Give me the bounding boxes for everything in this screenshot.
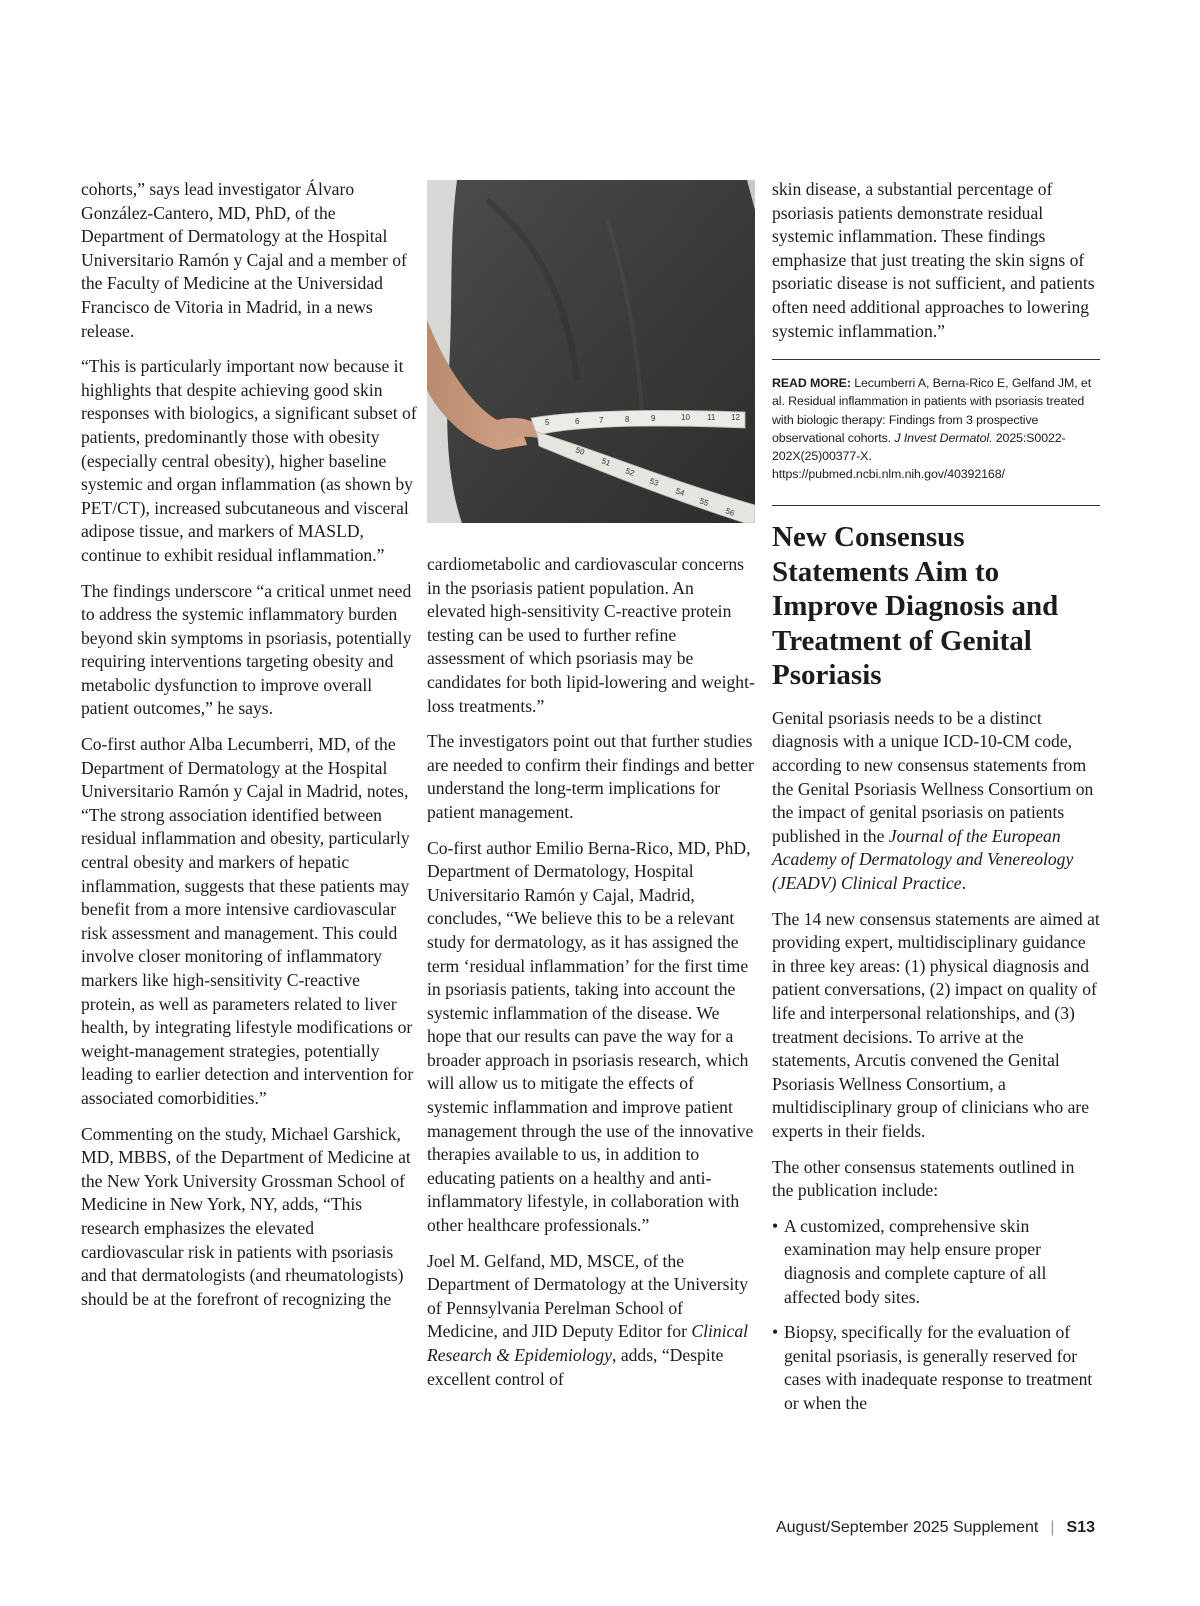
tape-number: 50 (574, 445, 586, 457)
tape-number: 9 (651, 414, 656, 423)
paragraph: The investigators point out that further studies are needed to confirm their findings and better understand the long-term implications for patient management. (427, 731, 754, 822)
citation-link[interactable]: 2025:S0022-202X(25)00377-X. https://pubmed.ncbi.nlm.nih.gov/40392168/ (772, 430, 1066, 482)
list-item: • Biopsy, specifically for the evaluation of genital psoriasis, is generally reserved for cases with inadequate response to treatment or when the (772, 1321, 1100, 1415)
read-more-label: READ MORE: (772, 376, 851, 391)
citation-journal: J Invest Dermatol. (894, 430, 993, 445)
tape-number: 54 (674, 486, 686, 498)
tape-number: 10 (681, 413, 690, 422)
paragraph: skin disease, a substantial percentage of psoriasis patients demonstrate residual systemic inflammation. These findings emphasize that just treating the skin signs of psoriatic disease is not sufficient, and patients often need additional approaches to lowering systemic inflammation.” (772, 179, 1095, 341)
tape-number: 51 (600, 456, 612, 468)
consensus-list (772, 1215, 1100, 1416)
tape-number: 52 (624, 466, 636, 478)
paragraph: The other consensus statements outlined in the publication include: (772, 1156, 1075, 1201)
tape-number: 7 (599, 416, 604, 425)
read-more-citation (772, 374, 1100, 483)
divider (772, 505, 1100, 506)
text-span: , adds, “Despite excellent control of (427, 1345, 724, 1389)
footer-separator: | (1050, 1519, 1055, 1536)
list-item: • A customized, comprehensive skin examination may help ensure proper diagnosis and complete capture of all affected body sites. (772, 1215, 1100, 1309)
tape-number: 6 (575, 417, 580, 426)
article-headline: New Consensus Statements Aim to Improve Diagnosis and Treatment of Genital Psoriasis (772, 521, 1059, 692)
paragraph: “This is particularly important now because it highlights that despite achieving good skin responses with biologics, a significant subset of patients, predominantly those with obesity (especially central obesity), higher baseline systemic and organ inflammation (as shown by PET/CT), increased subcutaneous and visceral adipose tissue, and markers of MASLD, continue to exhibit residual inflammation.” (81, 356, 417, 565)
divider (772, 359, 1100, 360)
paragraph: cohorts,” says lead investigator Álvaro González-Cantero, MD, PhD, of the Department of Dermatology at the Hospital Universitario Ramón y Cajal and a member of the Faculty of Medicine at the Universidad Francisco de Vitoria in Madrid, in a news release. (81, 179, 407, 341)
paragraph: Co-first author Emilio Berna-Rico, MD, PhD, Department of Dermatology, Hospital Universitario Ramón y Cajal, Madrid, concludes, “We believe this to be a relevant study for dermatology, as it has assigned the term ‘residual inflammation’ for the first time in psoriasis patients, taking into account the systemic inflammation of the disease. We hope that our results can pave the way for a broader approach in psoriasis research, which will allow us to mitigate the effects of systemic inflammation and improve patient management through the use of the innovative therapies available to us, in addition to educating patients on a healthy and anti-inflammatory lifestyle, in collaboration with other healthcare professionals.” (427, 837, 754, 1236)
paragraph (772, 707, 1100, 896)
issue-label: August/September 2025 Supplement (775, 1519, 1039, 1536)
paragraph: The 14 new consensus statements are aimed at providing expert, multidisciplinary guidance in three key areas: (1) physical diagnosis and patient conversations, (2) impact on quality of life and interpersonal relationships, and (3) treatment decisions. To arrive at the statements, Arcutis convened the Genital Psoriasis Wellness Consortium, a multidisciplinary group of clinicians who are experts in their fields. (772, 908, 1100, 1141)
column-2-text (427, 553, 755, 1403)
tape-number: 55 (698, 496, 710, 508)
paragraph: The findings underscore “a critical unmet need to address the systemic inflammatory burden beyond skin symptoms in psoriasis, potentially requiring interventions targeting obesity and metabolic dysfunction to improve overall patient outcomes,” he says. (81, 580, 412, 719)
tape-number: 5 (545, 418, 550, 427)
tape-number: 8 (625, 415, 630, 424)
measuring-tape-photo (427, 180, 755, 523)
paragraph: cardiometabolic and cardiovascular concerns in the psoriasis patient population. An elevated high-sensitivity C-reactive protein testing can be used to further refine assessment of which psoriasis may be candidates for both lipid-lowering and weight-loss treatments.” (427, 554, 755, 716)
column-1 (81, 178, 417, 1323)
page-number: S13 (1066, 1519, 1095, 1536)
journal-name: Journal of the European Academy of Dermatology and Venereology (JEADV) Clinical Practice (772, 825, 1074, 894)
text-span: . (961, 873, 966, 894)
text-span: Genital psoriasis needs to be a distinct diagnosis with a unique ICD-10-CM code, according to new consensus statements from the Genital Psoriasis Wellness Consortium on the impact of genital psoriasis on patients published in the (772, 707, 1094, 846)
paragraph: Commenting on the study, Michael Garshick, MD, MBBS, of the Department of Medicine at the New York University Grossman School of Medicine in New York, NY, adds, “This research emphasizes the elevated cardiovascular risk in patients with psoriasis and that dermatologists (and rheumatologists) should be at the forefront of recognizing the (81, 1123, 411, 1309)
tape-number: 12 (731, 413, 740, 422)
tape-number: 56 (724, 506, 736, 518)
text-span: Joel M. Gelfand, MD, MSCE, of the Department of Dermatology at the University of Pennsylvania Perelman School of Medicine, and JID Deputy Editor for (427, 1250, 748, 1342)
waist-measurement-illustration (427, 180, 755, 523)
tape-number: 11 (707, 413, 716, 422)
page-footer (776, 1519, 1095, 1537)
journal-section-name: Clinical Research & Epidemiology (427, 1321, 749, 1365)
column-3 (772, 178, 1100, 1428)
paragraph (427, 1250, 755, 1392)
paragraph: Co-first author Alba Lecumberri, MD, of the Department of Dermatology at the Hospital Universitario Ramón y Cajal in Madrid, notes, “The strong association identified between residual inflammation and obesity, particularly central obesity and markers of hepatic inflammation, suggests that these patients may benefit from a more intensive cardiovascular risk assessment and management. This could involve closer monitoring of inflammatory markers like high-sensitivity C-reactive protein, as well as parameters related to liver health, by integrating lifestyle modifications or weight-management strategies, potentially leading to earlier detection and intervention for associated comorbidities.” (81, 734, 414, 1108)
tape-number: 53 (648, 476, 660, 488)
citation-text: Lecumberri A, Berna-Rico E, Gelfand JM, et al. Residual inflammation in patients with psoriasis treated with biologic therapy: Findings from 3 prospective observational cohorts. (772, 376, 1092, 445)
